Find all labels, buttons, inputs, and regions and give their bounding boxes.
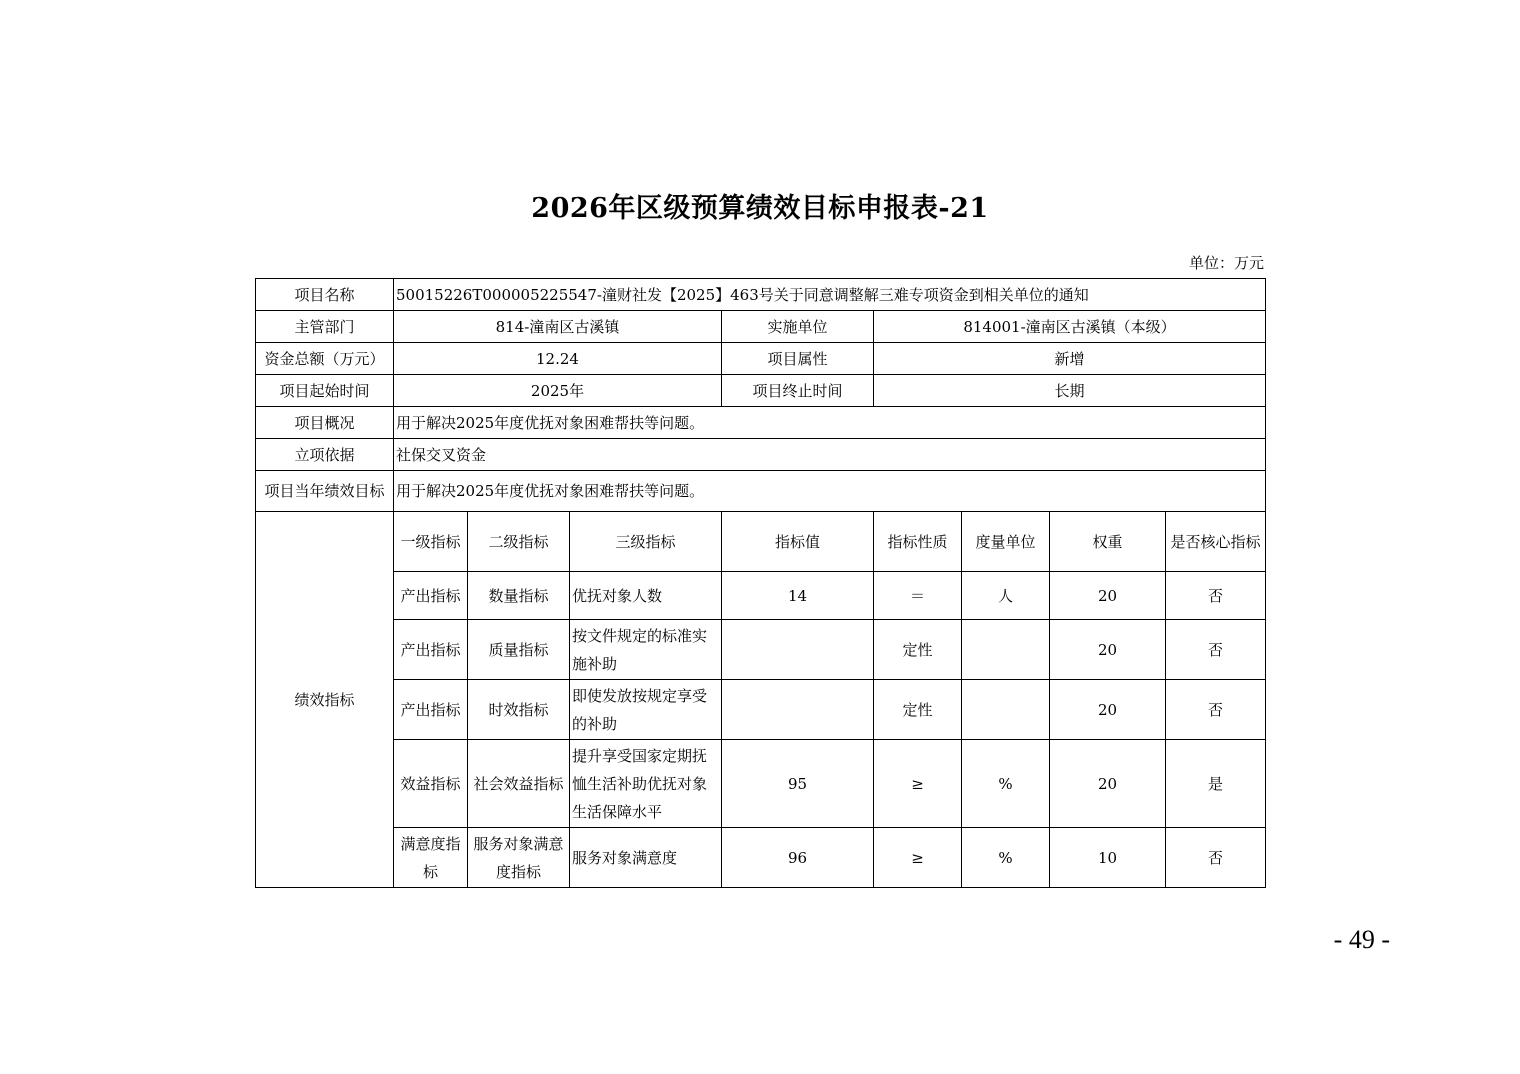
cell-unit: % bbox=[962, 740, 1050, 828]
cell-weight: 20 bbox=[1050, 740, 1166, 828]
unit-label: 单位：万元 bbox=[1188, 254, 1264, 272]
impl-value: 814001-潼南区古溪镇（本级） bbox=[874, 311, 1266, 343]
cell-core: 否 bbox=[1166, 680, 1266, 740]
cell-value bbox=[722, 620, 874, 680]
dept-value: 814-潼南区古溪镇 bbox=[394, 311, 722, 343]
header-nature: 指标性质 bbox=[874, 512, 962, 572]
cell-weight: 10 bbox=[1050, 828, 1166, 888]
cell-nature: 定性 bbox=[874, 620, 962, 680]
header-weight: 权重 bbox=[1050, 512, 1166, 572]
cell-level2: 服务对象满意度指标 bbox=[468, 828, 570, 888]
cell-nature: ≥ bbox=[874, 740, 962, 828]
cell-core: 否 bbox=[1166, 828, 1266, 888]
cell-nature: 定性 bbox=[874, 680, 962, 740]
start-value: 2025年 bbox=[394, 375, 722, 407]
end-label: 项目终止时间 bbox=[722, 375, 874, 407]
dept-label: 主管部门 bbox=[256, 311, 394, 343]
table-row bbox=[256, 572, 1266, 620]
budget-performance-table bbox=[255, 278, 1266, 888]
cell-level2: 数量指标 bbox=[468, 572, 570, 620]
cell-level1: 产出指标 bbox=[394, 572, 468, 620]
cell-level1: 效益指标 bbox=[394, 740, 468, 828]
cell-value: 14 bbox=[722, 572, 874, 620]
attr-label: 项目属性 bbox=[722, 343, 874, 375]
overview-label: 项目概况 bbox=[256, 407, 394, 439]
overview-value: 用于解决2025年度优抚对象困难帮扶等问题。 bbox=[394, 407, 1266, 439]
cell-level3: 优抚对象人数 bbox=[570, 572, 722, 620]
cell-value: 96 bbox=[722, 828, 874, 888]
goal-value: 用于解决2025年度优抚对象困难帮扶等问题。 bbox=[394, 471, 1266, 512]
cell-level1: 产出指标 bbox=[394, 620, 468, 680]
cell-level3: 服务对象满意度 bbox=[570, 828, 722, 888]
cell-value bbox=[722, 680, 874, 740]
cell-level2: 时效指标 bbox=[468, 680, 570, 740]
table-row bbox=[256, 620, 1266, 680]
table-row bbox=[256, 740, 1266, 828]
cell-level3: 提升享受国家定期抚恤生活补助优抚对象生活保障水平 bbox=[570, 740, 722, 828]
cell-weight: 20 bbox=[1050, 620, 1166, 680]
header-value: 指标值 bbox=[722, 512, 874, 572]
cell-core: 否 bbox=[1166, 620, 1266, 680]
perf-indicators-label: 绩效指标 bbox=[256, 512, 394, 888]
fund-value: 12.24 bbox=[394, 343, 722, 375]
basis-value: 社保交叉资金 bbox=[394, 439, 1266, 471]
cell-level2: 社会效益指标 bbox=[468, 740, 570, 828]
cell-unit bbox=[962, 620, 1050, 680]
impl-label: 实施单位 bbox=[722, 311, 874, 343]
page-number: - 49 - bbox=[1333, 925, 1390, 954]
cell-unit bbox=[962, 680, 1050, 740]
page-title: 2026年区级预算绩效目标申报表-21 bbox=[531, 193, 989, 224]
cell-level3: 即使发放按规定享受的补助 bbox=[570, 680, 722, 740]
cell-unit: 人 bbox=[962, 572, 1050, 620]
cell-value: 95 bbox=[722, 740, 874, 828]
end-value: 长期 bbox=[874, 375, 1266, 407]
cell-weight: 20 bbox=[1050, 680, 1166, 740]
header-level2: 二级指标 bbox=[468, 512, 570, 572]
cell-level1: 产出指标 bbox=[394, 680, 468, 740]
cell-core: 否 bbox=[1166, 572, 1266, 620]
cell-core: 是 bbox=[1166, 740, 1266, 828]
project-name-label: 项目名称 bbox=[256, 279, 394, 311]
attr-value: 新增 bbox=[874, 343, 1266, 375]
cell-weight: 20 bbox=[1050, 572, 1166, 620]
header-core: 是否核心指标 bbox=[1166, 512, 1266, 572]
goal-label: 项目当年绩效目标 bbox=[256, 471, 394, 512]
start-label: 项目起始时间 bbox=[256, 375, 394, 407]
header-level1: 一级指标 bbox=[394, 512, 468, 572]
table-row bbox=[256, 680, 1266, 740]
header-level3: 三级指标 bbox=[570, 512, 722, 572]
cell-nature: ≥ bbox=[874, 828, 962, 888]
cell-level1: 满意度指标 bbox=[394, 828, 468, 888]
fund-label: 资金总额（万元） bbox=[256, 343, 394, 375]
project-name-value: 50015226T000005225547-潼财社发【2025】463号关于同意调整解三难专项资金到相关单位的通知 bbox=[394, 279, 1266, 311]
header-unit: 度量单位 bbox=[962, 512, 1050, 572]
cell-nature: ＝ bbox=[874, 572, 962, 620]
cell-unit: % bbox=[962, 828, 1050, 888]
basis-label: 立项依据 bbox=[256, 439, 394, 471]
cell-level3: 按文件规定的标准实施补助 bbox=[570, 620, 722, 680]
cell-level2: 质量指标 bbox=[468, 620, 570, 680]
table-row bbox=[256, 828, 1266, 888]
